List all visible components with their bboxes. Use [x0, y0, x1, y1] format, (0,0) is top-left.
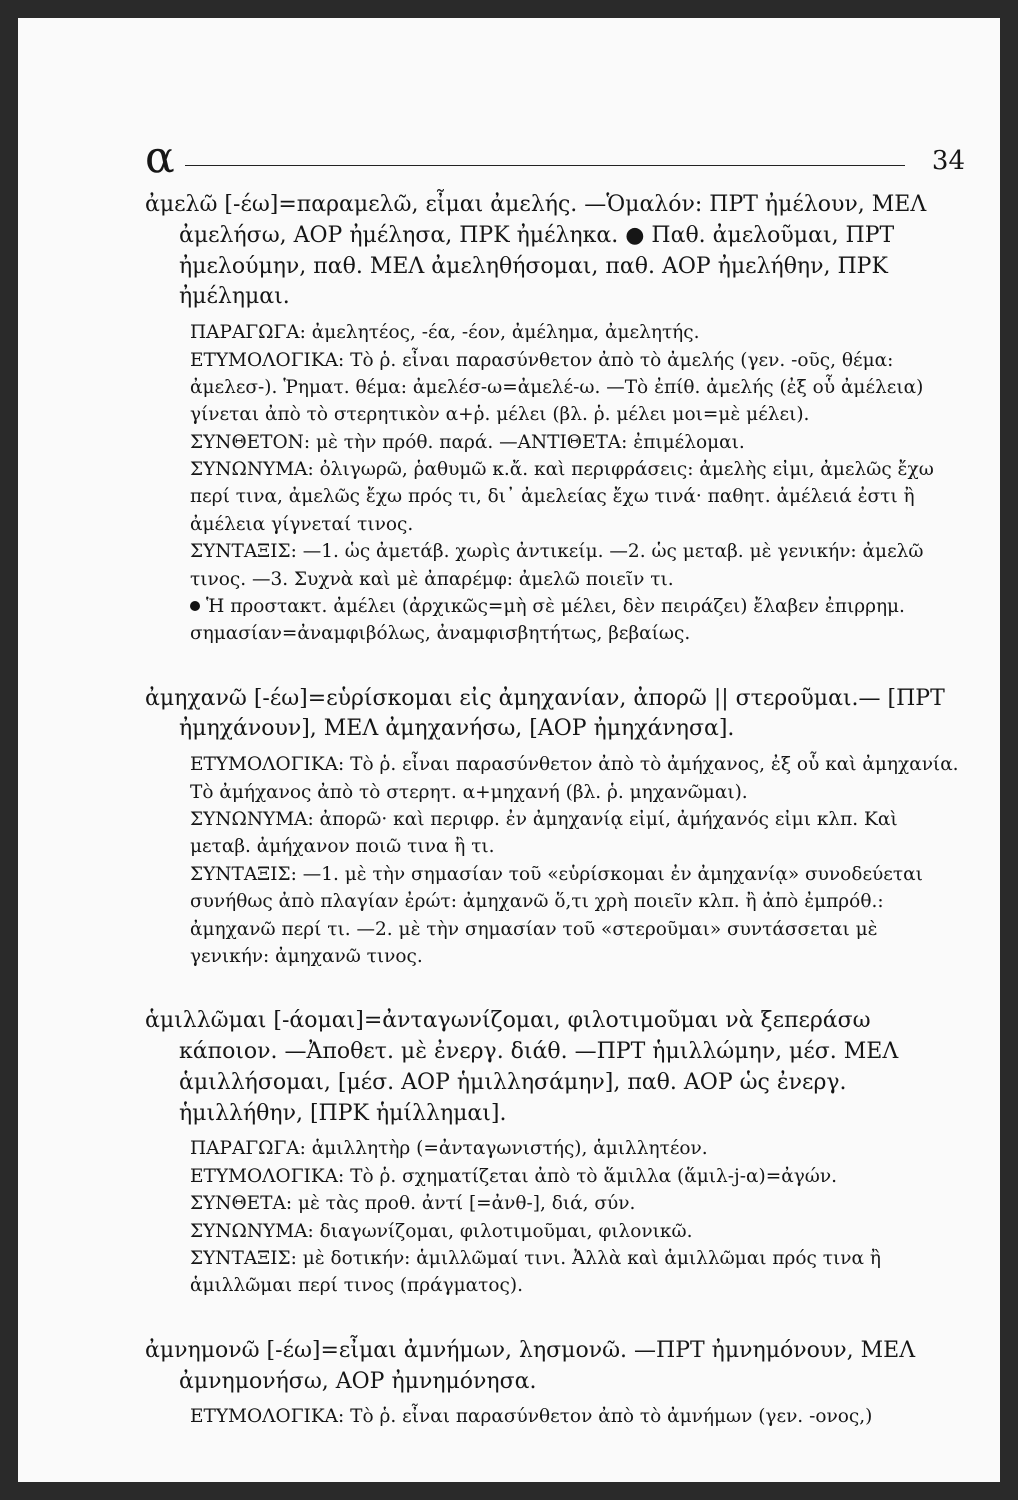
- header-rule: [185, 165, 905, 166]
- entry-amechano: [145, 684, 960, 971]
- syntaxis-block: ΣΥΝΤΑΞΙΣ: —1. ὡς ἀμετάβ. χωρὶς ἀντικείμ. —2. ὡς μεταβ. μὲ γενικήν: ἀμελῶ τινος. —3. Συχνὰ καὶ μὲ ἀπαρέμφ: ἀμελῶ ποιεῖν τι.: [190, 541, 924, 590]
- entry-amnemono: [145, 1336, 960, 1431]
- synonyma-line: ΣΥΝΩΝΥΜΑ: διαγωνίζομαι, φιλοτιμοῦμαι, φιλονικῶ.: [190, 1220, 693, 1242]
- headword-definition: ἀμηχανῶ [-έω]=εὑρίσκομαι εἰς ἀμηχανίαν, ἀπορῶ || στεροῦμαι.— [ΠΡΤ ἠμηχάνουν], ΜΕΛ ἀμηχανήσω, [ΑΟΡ ἠμηχάνησα].: [145, 685, 945, 742]
- note-block: [145, 593, 960, 648]
- headword-definition: ἀμνημονῶ [-έω]=εἶμαι ἀμνήμων, λησμονῶ. —ΠΡΤ ἠμνημόνουν, ΜΕΛ ἀμνημονήσω, ΑΟΡ ἠμνημόνησα.: [145, 1337, 916, 1394]
- paragoga-line: ΠΑΡΑΓΩΓΑ: ἀμελητέος, -έα, -έον, ἀμέλημα, ἀμελητής.: [190, 322, 700, 344]
- etymologika-line: ΕΤΥΜΟΛΟΓΙΚΑ: Τὸ ῥ. εἶναι παρασύνθετον ἀπὸ τὸ ἀμνήμων (γεν. -ονος,): [190, 1406, 873, 1428]
- paragoga-line: ΠΑΡΑΓΩΓΑ: ἁμιλλητὴρ (=ἀνταγωνιστής), ἁμιλλητέον.: [190, 1138, 708, 1160]
- entry-headword-paragraph: [145, 190, 960, 313]
- headword-definition: ἁμιλλῶμαι [-άομαι]=ἀνταγωνίζομαι, φιλοτιμοῦμαι νὰ ξεπεράσω κάποιον. —Ἀποθετ. μὲ ἐνεργ. διάθ. —ΠΡΤ ἡμιλλώμην, μέσ. ΜΕΛ ἁμιλλήσομαι, [μέσ. ΑΟΡ ἡμιλλησάμην], παθ. ΑΟΡ ὡς ἐνεργ. ἡμιλλήθην, [ΠΡΚ ἡμίλλημαι].: [145, 1008, 899, 1126]
- entry-headword-paragraph: [145, 1336, 960, 1398]
- page-header: [145, 132, 965, 186]
- etymologika-line: ΕΤΥΜΟΛΟΓΙΚΑ: Τὸ ῥ. σχηματίζεται ἀπὸ τὸ ἅμιλλα (ἅμιλ-j-α)=ἀγών.: [190, 1165, 837, 1187]
- syntheton-line: ΣΥΝΘΕΤΟΝ: μὲ τὴν πρόθ. παρά. —ΑΝΤΙΘΕΤΑ: ἐπιμέλομαι.: [190, 431, 745, 453]
- syntaxis-block: ΣΥΝΤΑΞΙΣ: μὲ δοτικήν: ἁμιλλῶμαί τινι. Ἀλλὰ καὶ ἁμιλλῶμαι πρός τινα ἢ ἁμιλλῶμαι περί τινος (πράγματος).: [190, 1247, 881, 1297]
- syntheta-line: ΣΥΝΘΕΤΑ: μὲ τὰς προθ. ἀντί [=ἀνθ-], διά, σύν.: [190, 1193, 636, 1215]
- dictionary-content: [145, 190, 960, 1467]
- page-number: 34: [931, 146, 965, 176]
- etymologika-block: ΕΤΥΜΟΛΟΓΙΚΑ: Τὸ ῥ. εἶναι παρασύνθετον ἀπὸ τὸ ἀμήχανος, ἐξ οὗ καὶ ἀμηχανία. Τὸ ἀμήχανος ἀπὸ τὸ στερητ. α+μηχανή (βλ. ῥ. μηχανῶμαι).: [190, 754, 959, 803]
- bullet-icon: [190, 601, 200, 611]
- entry-headword-paragraph: [145, 1006, 960, 1129]
- synonyma-block: ΣΥΝΩΝΥΜΑ: ἀπορῶ· καὶ περιφρ. ἐν ἀμηχανίᾳ εἰμί, ἀμήχανός εἰμι κλπ. Καὶ μεταβ. ἀμήχανον ποιῶ τινα ἢ τι.: [190, 809, 898, 858]
- section-letter: α: [145, 132, 175, 183]
- etymologika-block: ΕΤΥΜΟΛΟΓΙΚΑ: Τὸ ῥ. εἶναι παρασύνθετον ἀπὸ τὸ ἀμελής (γεν. -οῦς, θέμα: ἀμελεσ-). Ῥηματ. θέμα: ἀμελέσ-ω=ἀμελέ-ω. —Τὸ ἐπίθ. ἀμελής (ἐξ οὗ ἀμέλεια) γίνεται ἀπὸ τὸ στερητικὸν α+ῥ. μέλει (βλ. ῥ. μέλει μοι=μὲ μέλει).: [190, 349, 924, 426]
- synonyma-block: ΣΥΝΩΝΥΜΑ: ὀλιγωρῶ, ῥαθυμῶ κ.ἄ. καὶ περιφράσεις: ἀμελὴς εἰμι, ἀμελῶς ἔχω περί τινα, ἀμελῶς ἔχω πρός τι, δι᾽ ἀμελείας ἔχω τινά· παθητ. ἀμέλειά ἐστι ἢ ἀμέλεια γίγνεταί τινος.: [190, 459, 934, 535]
- headword-definition: ἀμελῶ [-έω]=παραμελῶ, εἶμαι ἀμελής. —Ὁμαλόν: ΠΡΤ ἠμέλουν, ΜΕΛ ἀμελήσω, ΑΟΡ ἠμέλησα, ΠΡΚ ἠμέληκα. ● Παθ. ἀμελοῦμαι, ΠΡΤ ἠμελούμην, παθ. ΜΕΛ ἀμεληθήσομαι, παθ. ΑΟΡ ἠμελήθην, ΠΡΚ ἠμέλημαι.: [145, 192, 927, 310]
- entry-headword-paragraph: [145, 684, 960, 746]
- note-text: Ἡ προστακτ. ἀμέλει (ἀρχικῶς=μὴ σὲ μέλει, δὲν πειράζει) ἔλαβεν ἐπιρρημ. σημασίαν=ἀναμφιβόλως, ἀναμφισβητήτως, βεβαίως.: [190, 595, 905, 645]
- syntaxis-block: ΣΥΝΤΑΞΙΣ: —1. μὲ τὴν σημασίαν τοῦ «εὑρίσκομαι ἐν ἀμηχανίᾳ» συνοδεύεται συνήθως ἀπὸ πλαγίαν ἐρώτ: ἀμηχανῶ ὅ,τι χρὴ ποιεῖν κλπ. ἢ ἀπὸ ἐμπρόθ.: ἀμηχανῶ περί τι. —2. μὲ τὴν σημασίαν τοῦ «στεροῦμαι» συντάσσεται μὲ γενικήν: ἀμηχανῶ τινος.: [190, 863, 923, 967]
- entry-amillomai: [145, 1006, 960, 1299]
- entry-amelo: [145, 190, 960, 648]
